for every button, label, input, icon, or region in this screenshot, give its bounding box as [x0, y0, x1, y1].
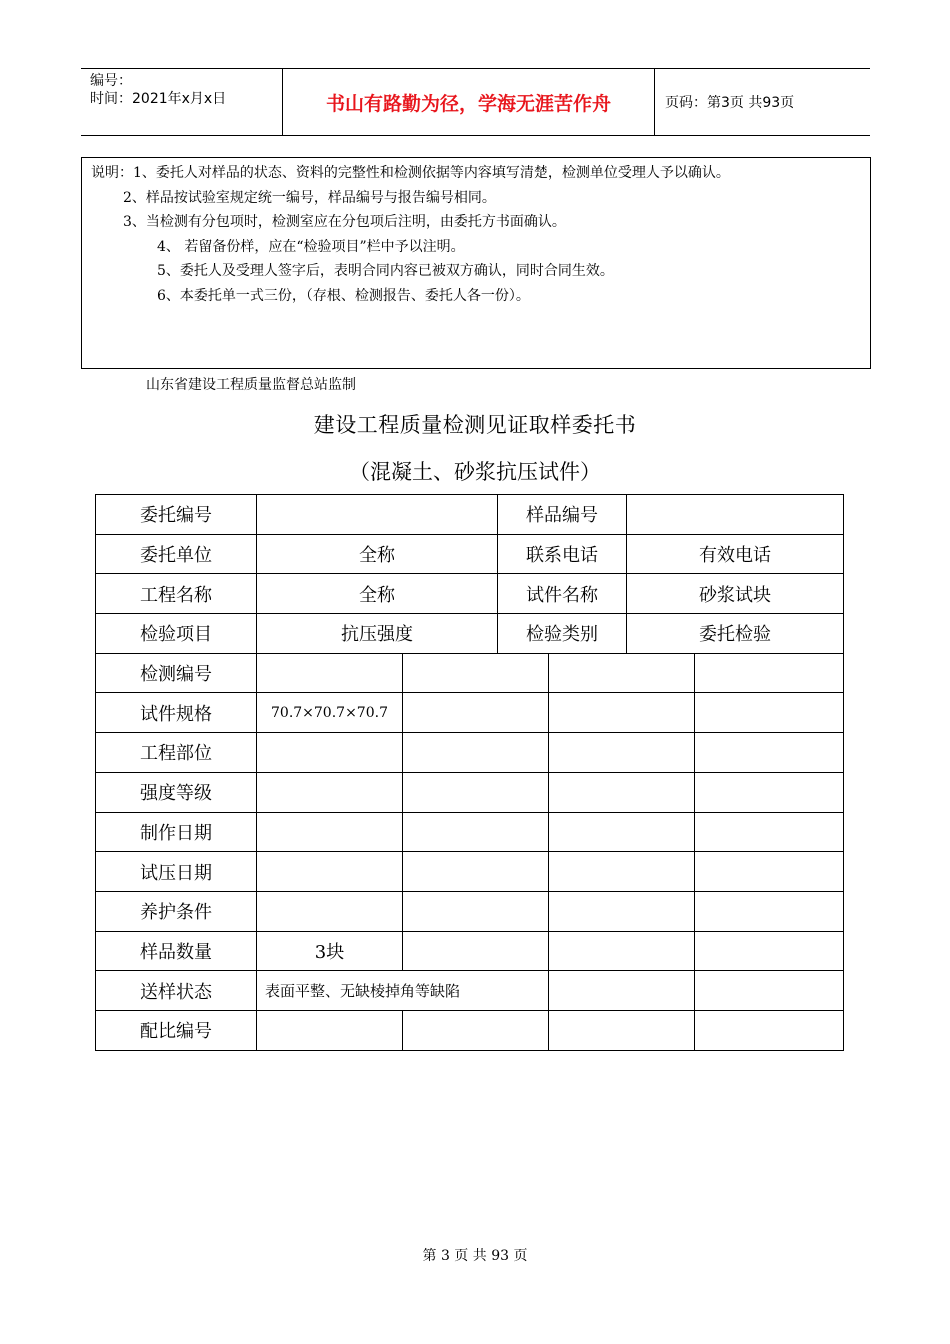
sample-cell[interactable]: [257, 772, 403, 812]
sample-cell[interactable]: [257, 812, 403, 852]
table-row: [96, 495, 844, 535]
table-row: [96, 614, 844, 654]
sample-cell[interactable]: [695, 931, 844, 971]
sample-cell[interactable]: [695, 653, 844, 693]
table-row: [96, 812, 844, 852]
sample-cell[interactable]: [403, 733, 549, 773]
field-value[interactable]: 抗压强度: [257, 614, 498, 654]
sample-cell[interactable]: 70.7×70.7×70.7: [257, 693, 403, 733]
table-row: [96, 891, 844, 931]
sample-cell[interactable]: [549, 1010, 695, 1050]
sample-cell[interactable]: [695, 772, 844, 812]
sample-cell[interactable]: [549, 891, 695, 931]
sample-cell[interactable]: [403, 693, 549, 733]
sample-cell[interactable]: [403, 772, 549, 812]
header-page-info: 页码：第3页 共93页: [665, 95, 795, 111]
field-value[interactable]: [257, 495, 498, 535]
supervisor-text: 山东省建设工程质量监督总站监制: [146, 377, 356, 393]
sample-cell[interactable]: 3块: [257, 931, 403, 971]
sample-cell[interactable]: [549, 812, 695, 852]
sample-cell[interactable]: [549, 772, 695, 812]
sample-cell[interactable]: [403, 1010, 549, 1050]
header-meta: [81, 69, 283, 135]
table-row: [96, 733, 844, 773]
field-label: 试压日期: [96, 852, 257, 892]
note-line: 5、委托人及受理人签字后，表明合同内容已被双方确认，同时合同生效。: [157, 263, 614, 280]
sample-cell[interactable]: [549, 971, 695, 1011]
sample-cell[interactable]: [549, 733, 695, 773]
sample-cell[interactable]: [695, 971, 844, 1011]
sample-cell[interactable]: [257, 852, 403, 892]
note-line: 说明：1、委托人对样品的状态、资料的完整性和检测依据等内容填写清楚，检测单位受理人予以确认。: [91, 165, 730, 181]
field-label: 工程名称: [96, 574, 257, 614]
field-label: 委托编号: [96, 495, 257, 535]
field-value[interactable]: 全称: [257, 574, 498, 614]
commission-form-table: [95, 494, 844, 1051]
page-header: [81, 68, 870, 136]
field-value[interactable]: 有效电话: [627, 534, 844, 574]
sample-cell[interactable]: [403, 852, 549, 892]
sample-cell[interactable]: [549, 653, 695, 693]
document-subtitle: （混凝土、砂浆抗压试件）: [349, 460, 601, 484]
number-label: 编号：: [90, 73, 132, 89]
sample-cell[interactable]: [403, 812, 549, 852]
field-value[interactable]: [627, 495, 844, 535]
field-label: 检测编号: [96, 653, 257, 693]
field-value[interactable]: 全称: [257, 534, 498, 574]
field-label: 养护条件: [96, 891, 257, 931]
field-label: 配比编号: [96, 1010, 257, 1050]
table-row: [96, 574, 844, 614]
sample-cell[interactable]: [257, 653, 403, 693]
field-label: 制作日期: [96, 812, 257, 852]
field-label: 送样状态: [96, 971, 257, 1011]
sample-cell[interactable]: 表面平整、无缺棱掉角等缺陷: [257, 971, 549, 1011]
field-label: 样品编号: [498, 495, 627, 535]
table-row: [96, 693, 844, 733]
sample-cell[interactable]: [695, 1010, 844, 1050]
sample-cell[interactable]: [257, 891, 403, 931]
page-footer: 第 3 页 共 93 页: [422, 1248, 528, 1264]
notes-box: [81, 157, 871, 369]
field-label: 检验项目: [96, 614, 257, 654]
table-row: [96, 852, 844, 892]
table-row: [96, 772, 844, 812]
table-row: [96, 931, 844, 971]
sample-cell[interactable]: [257, 733, 403, 773]
table-row: [96, 653, 844, 693]
sample-cell[interactable]: [695, 733, 844, 773]
field-value[interactable]: 委托检验: [627, 614, 844, 654]
sample-cell[interactable]: [695, 693, 844, 733]
sample-cell[interactable]: [695, 891, 844, 931]
sample-cell[interactable]: [257, 1010, 403, 1050]
document-title: 建设工程质量检测见证取样委托书: [313, 413, 637, 437]
field-label: 强度等级: [96, 772, 257, 812]
note-line: 2、样品按试验室规定统一编号，样品编号与报告编号相同。: [123, 189, 496, 206]
field-label: 样品数量: [96, 931, 257, 971]
field-label: 联系电话: [498, 534, 627, 574]
sample-cell[interactable]: [403, 931, 549, 971]
sample-cell[interactable]: [403, 653, 549, 693]
sample-cell[interactable]: [549, 852, 695, 892]
sample-cell[interactable]: [403, 891, 549, 931]
sample-cell[interactable]: [695, 852, 844, 892]
field-value[interactable]: 砂浆试块: [627, 574, 844, 614]
field-label: 委托单位: [96, 534, 257, 574]
time-label: 时间：2021年x月x日: [90, 91, 227, 107]
note-line: 4、 若留备份样，应在“检验项目”栏中予以注明。: [157, 238, 465, 255]
note-line: 3、当检测有分包项时，检测室应在分包项后注明，由委托方书面确认。: [123, 214, 566, 231]
table-row: [96, 534, 844, 574]
table-row: [96, 971, 844, 1011]
sample-cell[interactable]: [695, 812, 844, 852]
field-label: 工程部位: [96, 733, 257, 773]
sample-cell[interactable]: [549, 693, 695, 733]
header-motto: 书山有路勤为径，学海无涯苦作舟: [283, 69, 655, 135]
field-label: 试件规格: [96, 693, 257, 733]
field-label: 检验类别: [498, 614, 627, 654]
field-label: 试件名称: [498, 574, 627, 614]
table-row: [96, 1010, 844, 1050]
sample-cell[interactable]: [549, 931, 695, 971]
note-line: 6、本委托单一式三份，（存根、检测报告、委托人各一份）。: [157, 287, 530, 304]
